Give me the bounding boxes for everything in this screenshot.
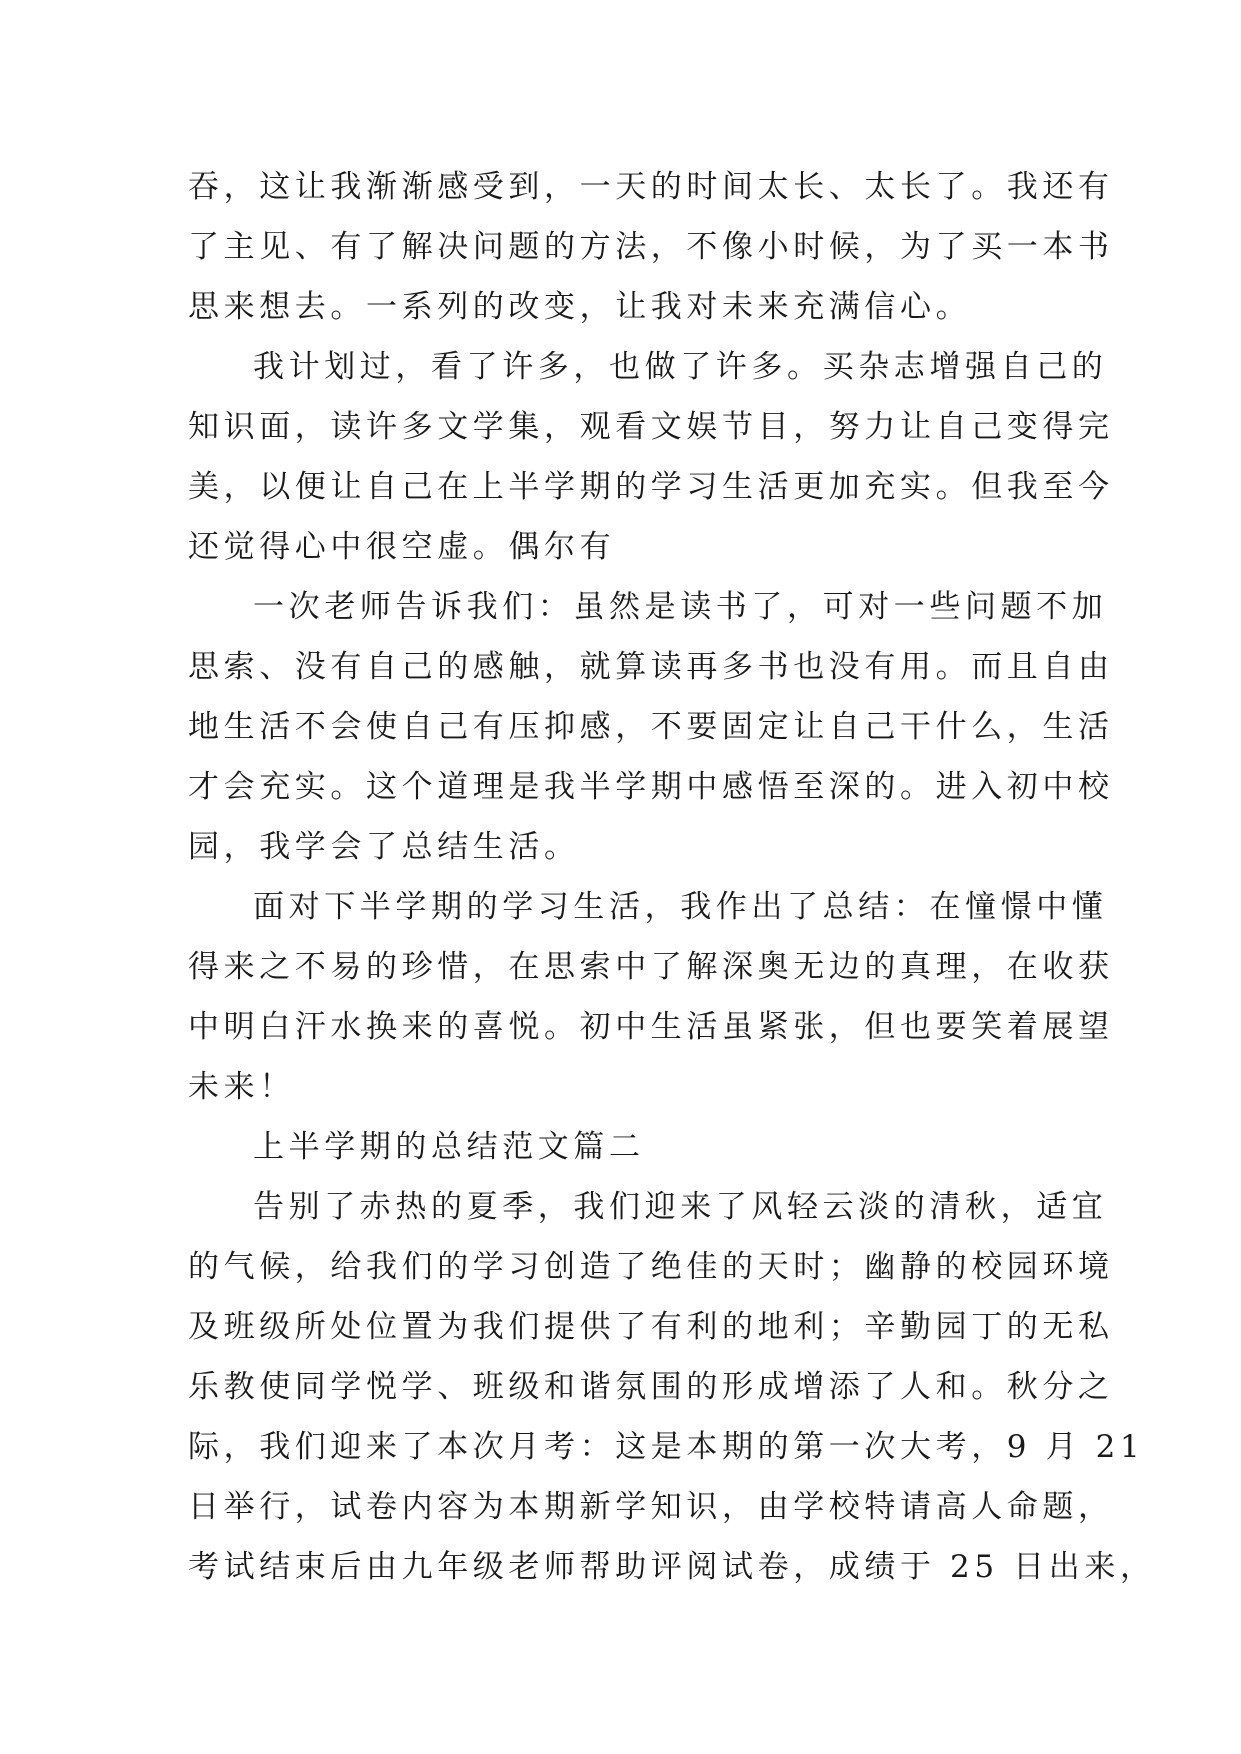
text-line: 还觉得心中很空虚。偶尔有 [188, 529, 616, 565]
section-heading: 上半学期的总结范文篇二 [253, 1129, 645, 1165]
text-line: 地生活不会使自己有压抑感，不要固定让自己干什么，生活 [188, 709, 1114, 745]
text-line: 园，我学会了总结生活。 [188, 829, 580, 865]
text-line: 吞，这让我渐渐感受到，一天的时间太长、太长了。我还有 [188, 169, 1114, 205]
text-line: 了主见、有了解决问题的方法，不像小时候，为了买一本书 [188, 229, 1114, 265]
text-line: 得来之不易的珍惜，在思索中了解深奥无边的真理，在收获 [188, 949, 1114, 985]
text-line: 思索、没有自己的感触，就算读再多书也没有用。而且自由 [188, 649, 1114, 685]
text-line: 及班级所处位置为我们提供了有利的地利；辛勤园丁的无私 [188, 1309, 1114, 1345]
text-line: 才会充实。这个道理是我半学期中感悟至深的。进入初中校 [188, 769, 1114, 805]
text-line: 的气候，给我们的学习创造了绝佳的天时；幽静的校园环境 [188, 1249, 1114, 1285]
paragraph-start-line: 告别了赤热的夏季，我们迎来了风轻云淡的清秋，适宜 [253, 1189, 1108, 1225]
text-line: 未来！ [188, 1069, 295, 1105]
text-line: 思来想去。一系列的改变，让我对未来充满信心。 [188, 289, 972, 325]
paragraph-start-line: 面对下半学期的学习生活，我作出了总结：在憧憬中懂 [253, 889, 1108, 925]
text-line: 知识面，读许多文学集，观看文娱节目，努力让自己变得完 [188, 409, 1114, 445]
text-line: 中明白汗水换来的喜悦。初中生活虽紧张，但也要笑着展望 [188, 1009, 1114, 1045]
paragraph-start-line: 我计划过，看了许多，也做了许多。买杂志增强自己的 [253, 349, 1108, 385]
text-line: 乐教使同学悦学、班级和谐氛围的形成增添了人和。秋分之 [188, 1369, 1114, 1405]
text-line: 际，我们迎来了本次月考：这是本期的第一次大考，9 月 21 [188, 1429, 1145, 1465]
text-line: 考试结束后由九年级老师帮助评阅试卷，成绩于 25 日出来， [188, 1549, 1156, 1585]
text-line: 日举行，试卷内容为本期新学知识，由学校特请高人命题， [188, 1489, 1114, 1525]
text-line: 美，以便让自己在上半学期的学习生活更加充实。但我至今 [188, 469, 1114, 505]
paragraph-start-line: 一次老师告诉我们：虽然是读书了，可对一些问题不加 [253, 589, 1108, 625]
